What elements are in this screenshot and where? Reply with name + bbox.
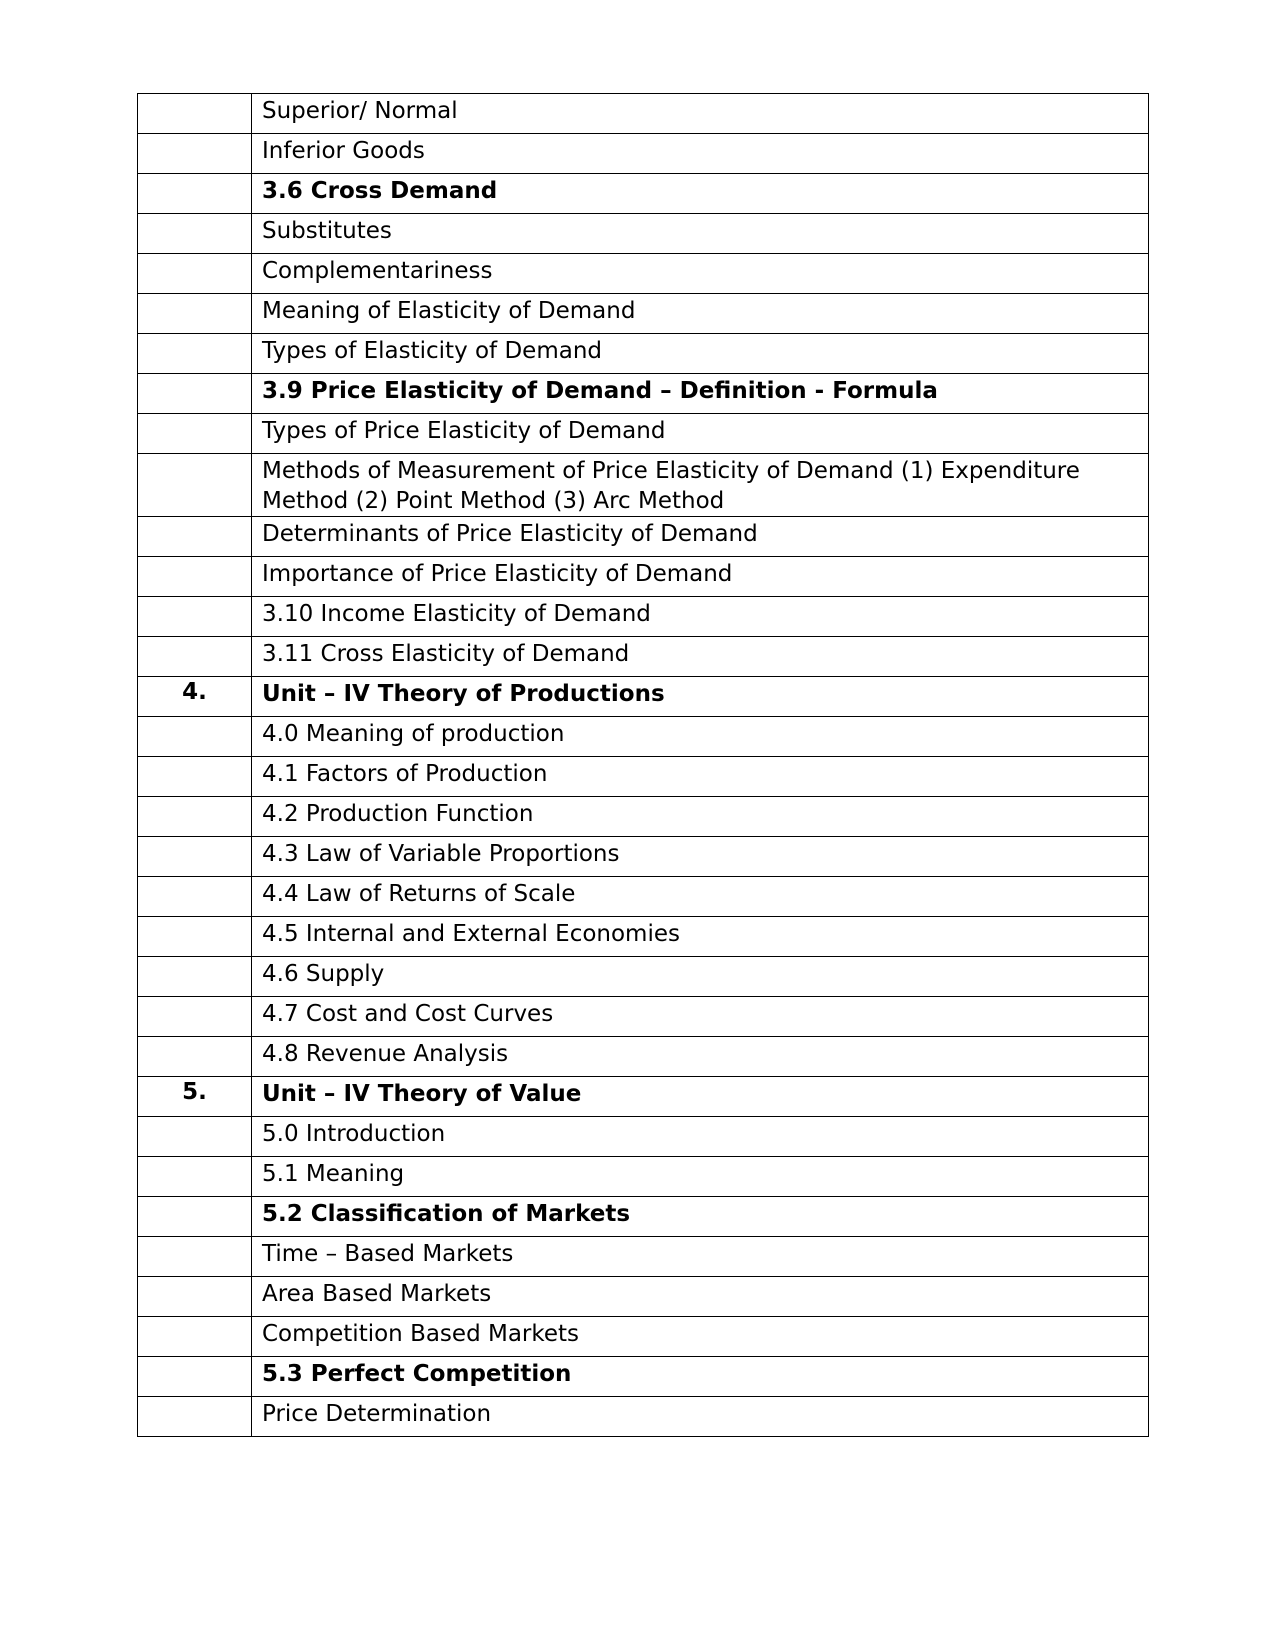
table-row [138, 374, 1149, 414]
table-row [138, 757, 1149, 797]
topic-cell: Competition Based Markets [252, 1317, 1149, 1357]
unit-number-cell [138, 637, 252, 677]
unit-number-cell [138, 517, 252, 557]
table-row [138, 1237, 1149, 1277]
table-row [138, 877, 1149, 917]
unit-number-cell [138, 757, 252, 797]
unit-number-cell [138, 1277, 252, 1317]
topic-cell: Price Determination [252, 1397, 1149, 1437]
unit-number-cell [138, 134, 252, 174]
unit-number-cell [138, 254, 252, 294]
topic-cell: 4.1 Factors of Production [252, 757, 1149, 797]
section-heading-cell: 5.2 Classification of Markets [252, 1197, 1149, 1237]
topic-cell: 5.0 Introduction [252, 1117, 1149, 1157]
unit-number-cell [138, 294, 252, 334]
topic-cell: 4.8 Revenue Analysis [252, 1037, 1149, 1077]
table-row [138, 557, 1149, 597]
table-row [138, 414, 1149, 454]
unit-number-cell [138, 1157, 252, 1197]
topic-cell: Inferior Goods [252, 134, 1149, 174]
unit-number-cell [138, 557, 252, 597]
table-row [138, 997, 1149, 1037]
unit-number-cell [138, 1397, 252, 1437]
table-row [138, 254, 1149, 294]
unit-number-cell [138, 1317, 252, 1357]
table-row [138, 1077, 1149, 1117]
table-row [138, 917, 1149, 957]
table-row [138, 94, 1149, 134]
table-row [138, 1397, 1149, 1437]
table-row [138, 214, 1149, 254]
unit-number-cell [138, 414, 252, 454]
unit-number-cell [138, 917, 252, 957]
table-row [138, 1157, 1149, 1197]
unit-number-cell [138, 797, 252, 837]
unit-number-cell [138, 997, 252, 1037]
topic-cell: Area Based Markets [252, 1277, 1149, 1317]
section-heading-cell: 3.9 Price Elasticity of Demand – Definition - Formula [252, 374, 1149, 414]
topic-cell: 5.1 Meaning [252, 1157, 1149, 1197]
unit-number-cell [138, 1357, 252, 1397]
unit-number-cell [138, 454, 252, 517]
unit-number-cell [138, 94, 252, 134]
unit-number-cell [138, 1117, 252, 1157]
topic-cell: Methods of Measurement of Price Elasticity of Demand (1) Expenditure Method (2) Point Method (3) Arc Method [252, 454, 1149, 517]
table-row [138, 294, 1149, 334]
topic-cell: Superior/ Normal [252, 94, 1149, 134]
table-row [138, 597, 1149, 637]
table-row [138, 1197, 1149, 1237]
table-row [138, 957, 1149, 997]
unit-number-cell [138, 1237, 252, 1277]
topic-cell: Types of Elasticity of Demand [252, 334, 1149, 374]
unit-number-cell [138, 877, 252, 917]
table-row [138, 717, 1149, 757]
table-row [138, 637, 1149, 677]
table-row [138, 677, 1149, 717]
topic-cell: Complementariness [252, 254, 1149, 294]
table-row [138, 1117, 1149, 1157]
syllabus-table-body [138, 94, 1149, 1437]
topic-cell: Types of Price Elasticity of Demand [252, 414, 1149, 454]
topic-cell: 3.10 Income Elasticity of Demand [252, 597, 1149, 637]
unit-number-cell [138, 1197, 252, 1237]
section-heading-cell: Unit – IV Theory of Productions [252, 677, 1149, 717]
table-row [138, 1317, 1149, 1357]
unit-number-cell [138, 597, 252, 637]
table-row [138, 517, 1149, 557]
table-row [138, 1357, 1149, 1397]
unit-number-cell [138, 717, 252, 757]
table-row [138, 334, 1149, 374]
topic-cell: 4.3 Law of Variable Proportions [252, 837, 1149, 877]
topic-cell: 4.2 Production Function [252, 797, 1149, 837]
topic-cell: Time – Based Markets [252, 1237, 1149, 1277]
table-row [138, 837, 1149, 877]
section-heading-cell: 5.3 Perfect Competition [252, 1357, 1149, 1397]
topic-cell: Substitutes [252, 214, 1149, 254]
section-heading-cell: Unit – IV Theory of Value [252, 1077, 1149, 1117]
topic-cell: 4.7 Cost and Cost Curves [252, 997, 1149, 1037]
table-row [138, 797, 1149, 837]
table-row [138, 454, 1149, 517]
topic-cell: Determinants of Price Elasticity of Demand [252, 517, 1149, 557]
unit-number-cell [138, 957, 252, 997]
section-heading-cell: 3.6 Cross Demand [252, 174, 1149, 214]
unit-number-cell [138, 374, 252, 414]
unit-number-cell [138, 214, 252, 254]
topic-cell: 4.5 Internal and External Economies [252, 917, 1149, 957]
unit-number-cell [138, 174, 252, 214]
table-row [138, 1277, 1149, 1317]
topic-cell: Meaning of Elasticity of Demand [252, 294, 1149, 334]
topic-cell: 4.6 Supply [252, 957, 1149, 997]
topic-cell: Importance of Price Elasticity of Demand [252, 557, 1149, 597]
unit-number-cell [138, 334, 252, 374]
topic-cell: 4.4 Law of Returns of Scale [252, 877, 1149, 917]
unit-number-cell [138, 837, 252, 877]
syllabus-table [137, 93, 1149, 1437]
topic-cell: 4.0 Meaning of production [252, 717, 1149, 757]
table-row [138, 1037, 1149, 1077]
unit-number-cell [138, 1037, 252, 1077]
unit-number-cell: 5. [138, 1077, 252, 1117]
table-row [138, 174, 1149, 214]
table-row [138, 134, 1149, 174]
topic-cell: 3.11 Cross Elasticity of Demand [252, 637, 1149, 677]
unit-number-cell: 4. [138, 677, 252, 717]
